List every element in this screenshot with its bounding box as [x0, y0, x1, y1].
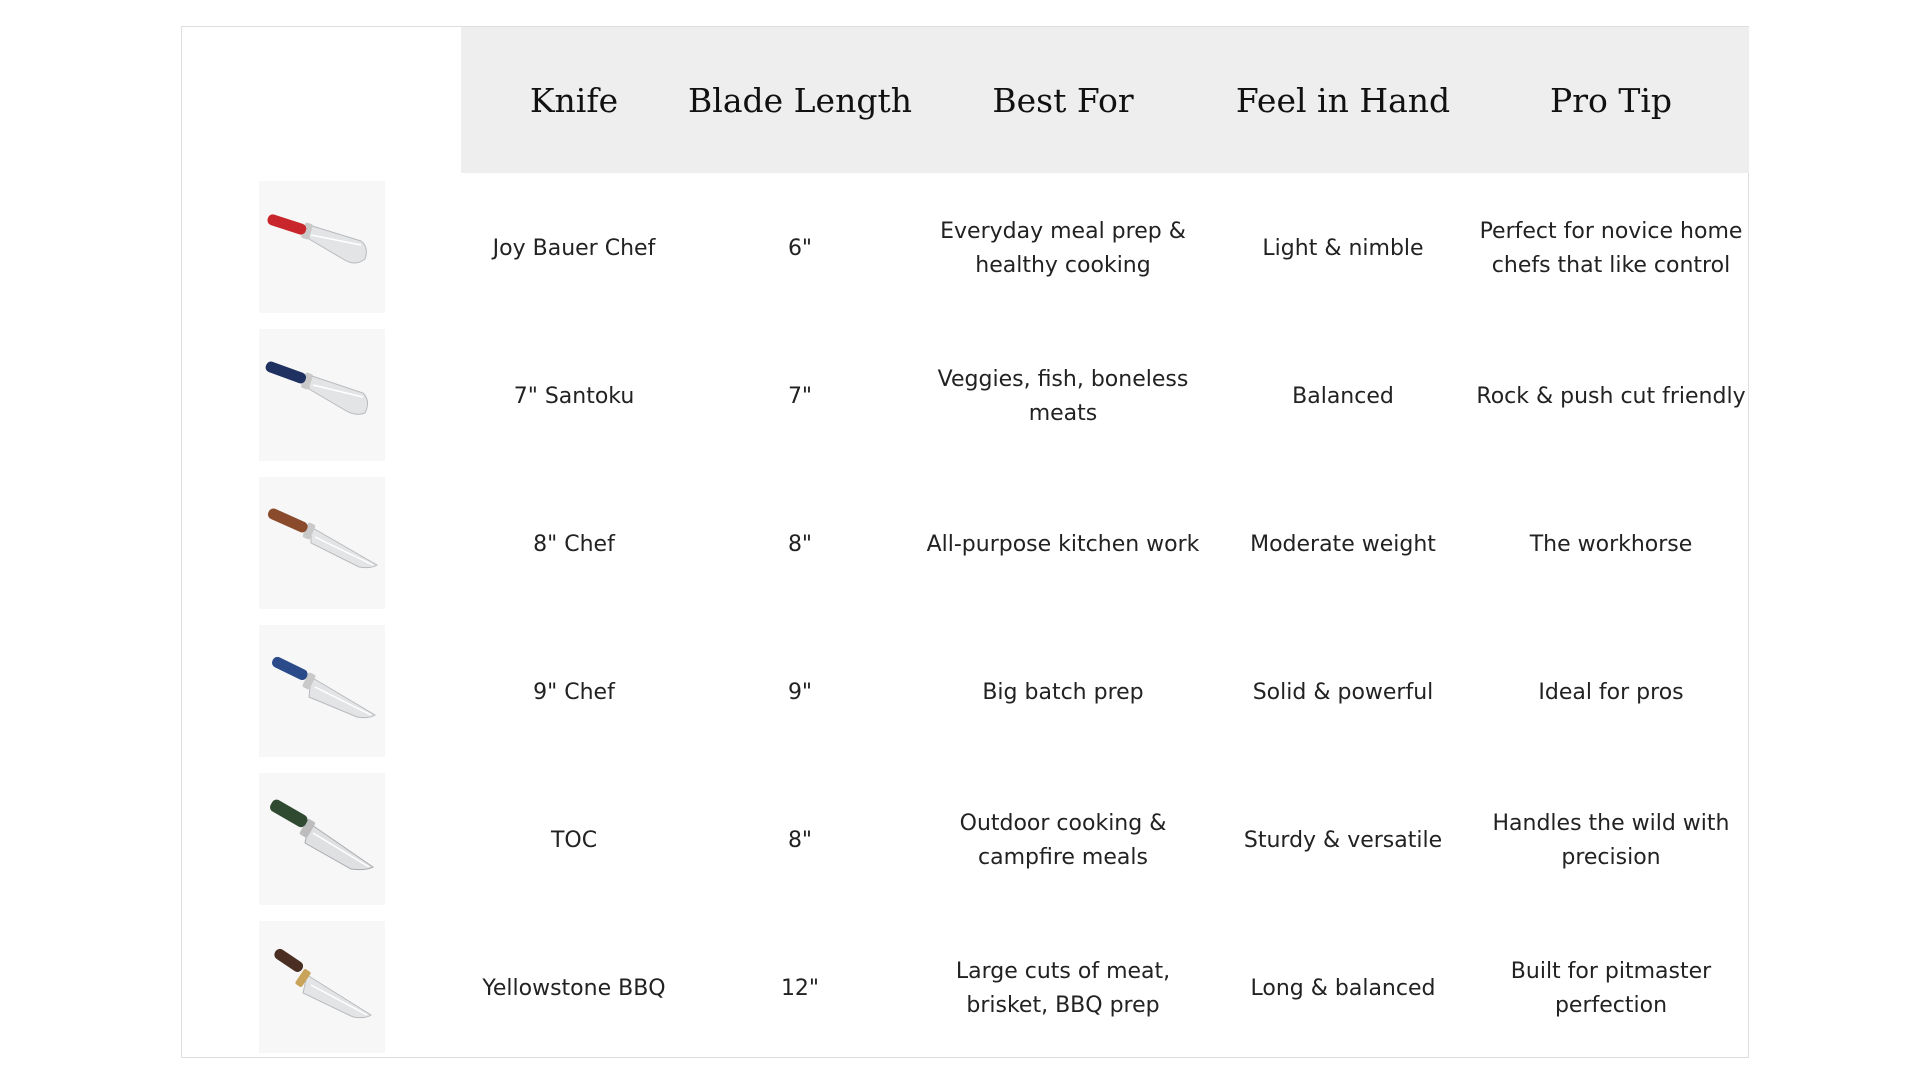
- blade-length: 12": [780, 976, 820, 1001]
- blade-length: 7": [787, 384, 813, 409]
- table-row: [182, 323, 1750, 471]
- wood-handle-chef-knife-icon: [259, 477, 385, 609]
- feel-in-hand: Solid & powerful: [1252, 680, 1434, 705]
- pro-tip: Built for pitmaster perfection: [1510, 959, 1712, 1018]
- navy-handle-santoku-knife-icon: [259, 329, 385, 461]
- knife-name: 8" Chef: [533, 532, 615, 557]
- pro-tip: Perfect for novice home chefs that like control: [1479, 219, 1743, 278]
- knife-comparison-table: [181, 26, 1749, 1058]
- table-row: [182, 471, 1750, 619]
- feel-in-hand: Balanced: [1292, 384, 1394, 409]
- best-for: Large cuts of meat, brisket, BBQ prep: [955, 959, 1171, 1018]
- header-pro-tip: Pro Tip: [1549, 80, 1673, 120]
- feel-in-hand: Sturdy & versatile: [1243, 828, 1443, 853]
- feel-in-hand: Moderate weight: [1250, 532, 1436, 557]
- best-for: Big batch prep: [982, 680, 1144, 705]
- knife-image: [259, 329, 385, 461]
- feel-in-hand: Long & balanced: [1250, 976, 1436, 1001]
- green-handle-outdoor-knife-icon: [259, 773, 385, 905]
- header-knife: Knife: [529, 80, 619, 120]
- pro-tip: Rock & push cut friendly: [1476, 384, 1746, 409]
- blade-length: 8": [787, 532, 813, 557]
- table-row: [182, 619, 1750, 767]
- blue-handle-chef-knife-icon: [259, 625, 385, 757]
- best-for: Everyday meal prep & healthy cooking: [940, 219, 1186, 278]
- table-row: [182, 915, 1750, 1063]
- knife-image: [259, 921, 385, 1053]
- blade-length: 6": [787, 236, 813, 261]
- pro-tip: Handles the wild with precision: [1492, 811, 1730, 870]
- knife-name: 7" Santoku: [513, 384, 635, 409]
- pro-tip: The workhorse: [1529, 532, 1693, 557]
- header-best-for: Best For: [992, 80, 1134, 120]
- knife-name: 9" Chef: [533, 680, 615, 705]
- best-for: Outdoor cooking & campfire meals: [959, 811, 1167, 870]
- knife-image: [259, 625, 385, 757]
- knife-image: [259, 181, 385, 313]
- knife-image: [259, 477, 385, 609]
- pro-tip: Ideal for pros: [1538, 680, 1684, 705]
- brown-handle-bbq-knife-icon: [259, 921, 385, 1053]
- knife-image: [259, 773, 385, 905]
- table-row: [182, 175, 1750, 323]
- best-for: Veggies, fish, boneless meats: [937, 367, 1189, 426]
- table-row: [182, 767, 1750, 915]
- red-handle-santoku-knife-icon: [259, 181, 385, 313]
- best-for: All-purpose kitchen work: [926, 532, 1200, 557]
- blade-length: 8": [787, 828, 813, 853]
- knife-name: Yellowstone BBQ: [482, 976, 666, 1001]
- header-blade-length: Blade Length: [688, 80, 912, 120]
- knife-name: TOC: [550, 828, 598, 853]
- header-feel-in-hand: Feel in Hand: [1235, 80, 1451, 120]
- feel-in-hand: Light & nimble: [1262, 236, 1424, 261]
- knife-name: Joy Bauer Chef: [492, 236, 656, 261]
- blade-length: 9": [787, 680, 813, 705]
